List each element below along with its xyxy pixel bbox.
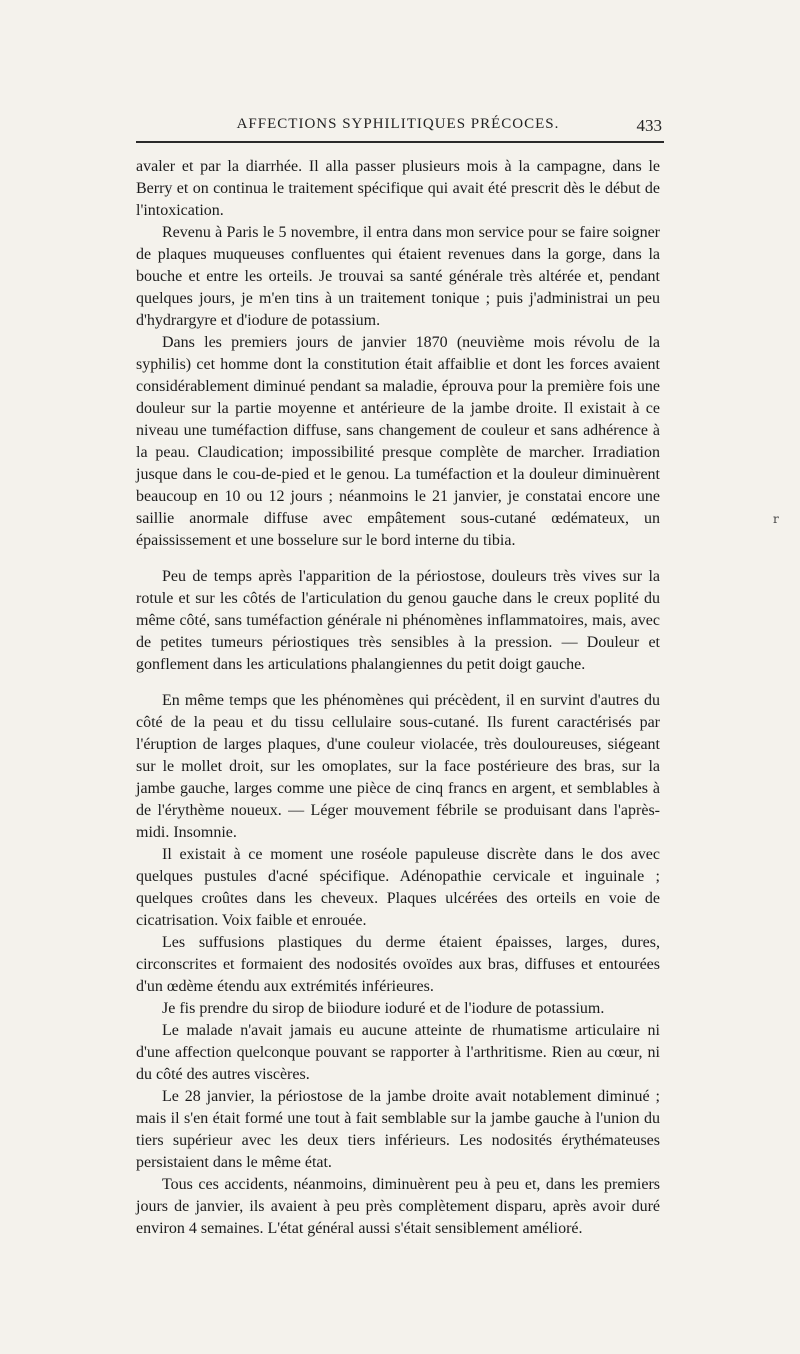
running-title: AFFECTIONS SYPHILITIQUES PRÉCOCES. xyxy=(236,116,560,132)
header-rule xyxy=(136,141,664,143)
paragraph: Revenu à Paris le 5 novembre, il entra dans mon service pour se faire soigner de plaques muqueuses confluentes qui étaient revenues dans la gorge, dans la bouche et entre les orteils. Je trouvai sa santé générale très altérée et, pendant quelques jours, je m'en tins à un traitement tonique ; puis j'administrai un peu d'hydrargyre et d'iodure de potassium. xyxy=(136,224,660,329)
paragraph: Je fis prendre du sirop de biiodure ioduré et de l'iodure de potassium. xyxy=(162,1000,605,1017)
paragraph: Dans les premiers jours de janvier 1870 (neuvième mois révolu de la syphilis) cet homme dont la constitution était affaiblie et dont les forces avaient considérablement diminué pendant sa maladie, éprouva pour la première fois une douleur sur la partie moyenne et antérieure de la jambe droite. Il existait à ce niveau une tuméfaction diffuse, sans changement de couleur et sans adhérence à la peau. Claudication; impossibilité presque complète de marcher. Irradiation jusque dans le cou-de-pied et le genou. La tuméfaction et la douleur diminuèrent beaucoup en 10 ou 12 jours ; néanmoins le 21 janvier, je constatai encore une saillie anormale diffuse avec empâtement sous-cutané œdémateux, un épaississement et une bosselure sur le bord interne du tibia. xyxy=(136,334,660,549)
paragraph: Peu de temps après l'apparition de la périostose, douleurs très vives sur la rotule et sur les côtés de l'articulation du genou gauche dans le creux poplité du même côté, sans tuméfaction générale ni phénomènes inflammatoires, mais, avec de petites tumeurs périostiques très sensibles à la pression. — Douleur et gonflement dans les articulations phalangiennes du petit doigt gauche. xyxy=(136,568,660,673)
paragraph: Le 28 janvier, la périostose de la jambe droite avait notablement diminué ; mais il s'en était formé une tout à fait semblable sur la jambe gauche à l'union du tiers supérieur avec les deux tiers inférieurs. Les nodosités érythémateuses persistaient dans le même état. xyxy=(136,1088,660,1171)
paragraph: En même temps que les phénomènes qui précèdent, il en survint d'autres du côté de la peau et du tissu cellulaire sous-cutané. Ils furent caractérisés par l'éruption de larges plaques, d'une couleur violacée, très douloureuses, siégeant sur le mollet droit, sur les omoplates, sur la face postérieure des bras, sur la jambe gauche, larges comme une pièce de cinq francs en argent, et semblables à de l'érythème noueux. — Léger mouvement fébrile se produisant dans l'après-midi. Insomnie. xyxy=(136,692,660,841)
paragraph: Tous ces accidents, néanmoins, diminuèrent peu à peu et, dans les premiers jours de janvier, ils avaient à peu près complètement disparu, après avoir duré environ 4 semaines. L'état général aussi s'était sensiblement amélioré. xyxy=(136,1176,660,1237)
body-text xyxy=(136,156,660,1237)
paragraph: Les suffusions plastiques du derme étaient épaisses, larges, dures, circonscrites et formaient des nodosités ovoïdes aux bras, diffuses et entourées d'un œdème étendu aux extrémités inférieures. xyxy=(136,934,660,995)
running-head xyxy=(136,116,660,140)
page-number: 433 xyxy=(636,116,662,135)
paragraph: Il existait à ce moment une roséole papuleuse discrète dans le dos avec quelques pustules d'acné spécifique. Adénopathie cervicale et inguinale ; quelques croûtes dans les cheveux. Plaques ulcérées des orteils en voie de cicatrisation. Voix faible et enrouée. xyxy=(136,846,660,929)
paragraph: Le malade n'avait jamais eu aucune atteinte de rhumatisme articulaire ni d'une affection quelconque pouvant se rapporter à l'arthritisme. Rien au cœur, ni du côté des autres viscères. xyxy=(136,1022,660,1083)
margin-mark: r xyxy=(773,512,779,526)
paragraph: avaler et par la diarrhée. Il alla passer plusieurs mois à la campagne, dans le Berry et on continua le traitement spécifique qui avait été prescrit dès le début de l'intoxication. xyxy=(136,158,660,219)
